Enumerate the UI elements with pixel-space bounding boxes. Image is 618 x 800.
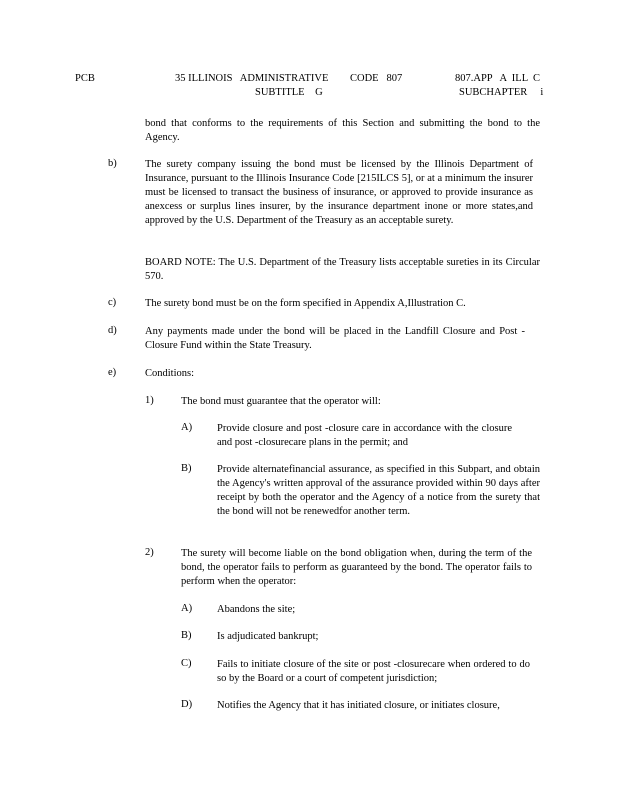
item-e2b-label: B) xyxy=(181,630,192,641)
item-e-label: e) xyxy=(108,367,117,378)
item-e1b-text: Provide alternatefinancial assurance, as specified in this Subpart, and obtain the Agency's written approval of the assurance provided within 90 days after receipt by both the operator and the Agency of a notice from the surety that the bond will not be renewedfor another term. xyxy=(217,464,540,517)
item-e2c-text: Fails to initiate closure of the site or post -closurecare when ordered to do so by the Board or a court of competent jurisdiction; xyxy=(217,659,530,684)
item-d-label: d) xyxy=(108,325,117,336)
item-c-text: The surety bond must be on the form specified in Appendix A,Illustration C. xyxy=(145,298,466,309)
item-d-text: Any payments made under the bond will be placed in the Landfill Closure and Post -Closure Fund within the State Treasury. xyxy=(145,326,525,351)
header-agency: PCB xyxy=(75,73,95,84)
item-b-label: b) xyxy=(108,158,117,169)
header-code: CODE 807 xyxy=(350,73,403,84)
header-title-line1: 35 ILLINOIS ADMINISTRATIVE xyxy=(175,73,329,84)
header-section-line2: SUBCHAPTER i xyxy=(459,87,544,98)
item-e2-label: 2) xyxy=(145,547,154,558)
item-e1a-text: Provide closure and post -closure care in accordance with the closure and post -closurecare plans in the permit; and xyxy=(217,423,512,448)
item-c-label: c) xyxy=(108,297,117,308)
item-e2a-text: Abandons the site; xyxy=(217,604,296,615)
item-e1-text: The bond must guarantee that the operator will: xyxy=(181,396,381,407)
item-e2c-label: C) xyxy=(181,658,192,669)
header-title-line2: SUBTITLE G xyxy=(255,87,323,98)
item-e1a-label: A) xyxy=(181,422,193,433)
item-e1b-label: B) xyxy=(181,463,192,474)
item-e2-text: The surety will become liable on the bond obligation when, during the term of the bond, the operator fails to perform as guaranteed by the bond. The operator fails to perform when the operator: xyxy=(181,548,532,587)
item-e2b-text: Is adjudicated bankrupt; xyxy=(217,631,319,642)
item-e2a-label: A) xyxy=(181,603,193,614)
item-e2d-label: D) xyxy=(181,699,193,710)
item-e1-label: 1) xyxy=(145,395,154,406)
item-b-text: The surety company issuing the bond must be licensed by the Illinois Department of Insurance, pursuant to the Illinois Insurance Code [215ILCS 5], or at a minimum the insurer must be licensed to transact the business of insurance, or approved to provide insurance as anexcess or surplus lines insurer, by the insurance department inone or more states,and approved by the U.S. Department of the Treasury as an acceptable surety. xyxy=(145,159,533,226)
header-section-line1: 807.APP A ILL C xyxy=(455,73,540,84)
item-e2d-text: Notifies the Agency that it has initiated closure, or initiates closure, xyxy=(217,700,500,711)
intro-paragraph: bond that conforms to the requirements of this Section and submitting the bond to the Agency. xyxy=(145,118,540,143)
item-e-text: Conditions: xyxy=(145,368,195,379)
board-note: BOARD NOTE: The U.S. Department of the Treasury lists acceptable sureties in its Circular 570. xyxy=(145,257,540,282)
